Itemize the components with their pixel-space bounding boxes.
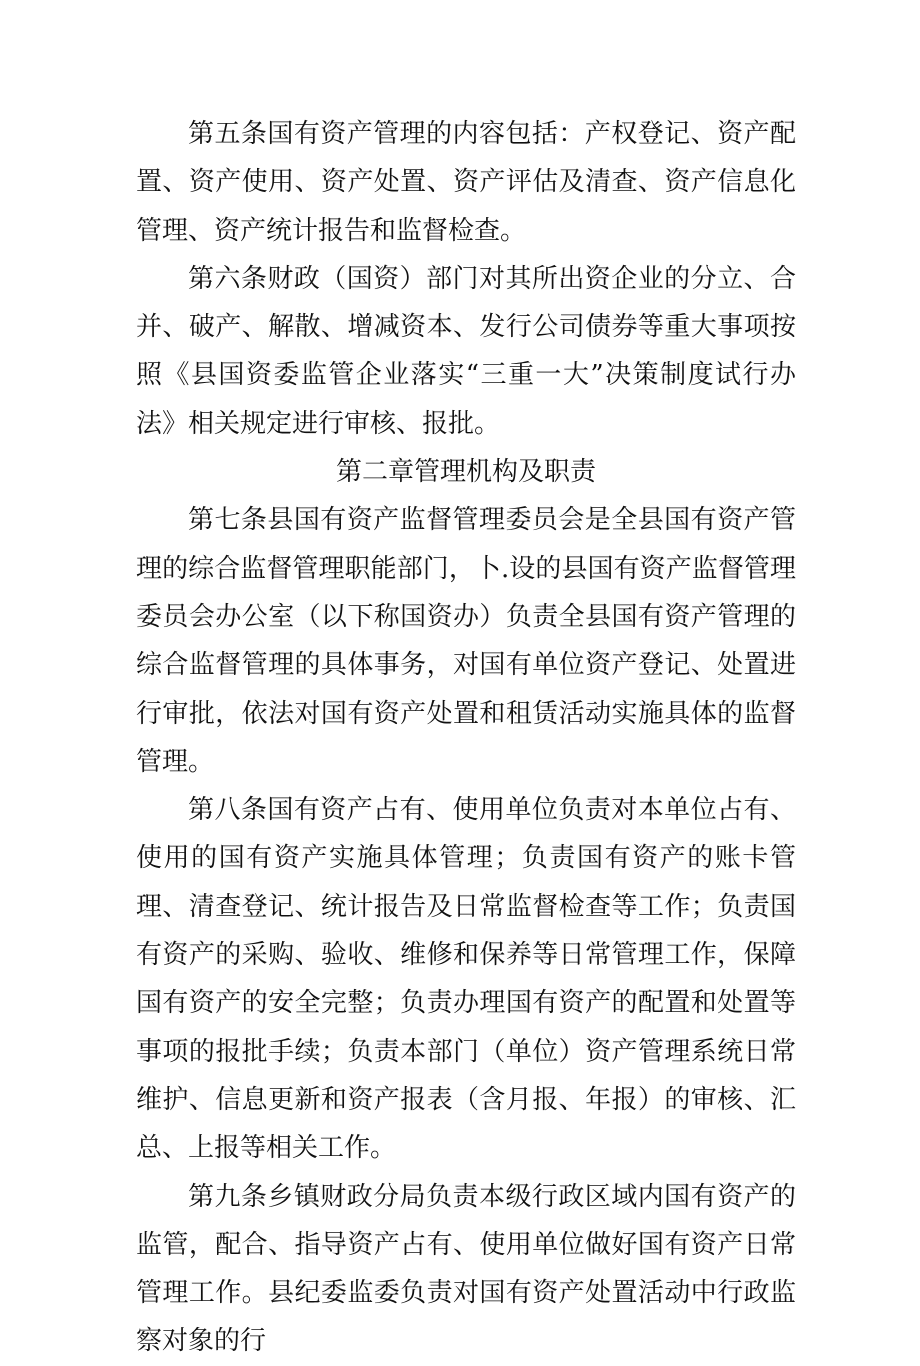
document-body <box>136 110 796 1366</box>
chapter-2-heading: 第二章管理机构及职责 <box>335 457 596 488</box>
article-6-paragraph: 第六条财政（国资）部门对其所出资企业的分立、合并、破产、解散、增减资本、发行公司债券等重大事项按照《县国资委监管企业落实“三重一大”决策制度试行办法》相关规定进行审核、报批。 <box>136 263 796 439</box>
article-7-paragraph: 第七条县国有资产监督管理委员会是全县国有资产管理的综合监督管理职能部门，卜.设的县国有资产监督管理委员会办公室（以下称国资办）负责全县国有资产管理的综合监督管理的具体事务，对国有单位资产登记、处置进行审批，依法对国有资产处置和租赁活动实施具体的监督管理。 <box>136 505 796 777</box>
article-5-paragraph: 第五条国有资产管理的内容包括：产权登记、资产配置、资产使用、资产处置、资产评估及清查、资产信息化管理、资产统计报告和监督检查。 <box>136 119 796 246</box>
article-8-paragraph: 第八条国有资产占有、使用单位负责对本单位占有、使用的国有资产实施具体管理；负责国有资产的账卡管理、清查登记、统计报告及日常监督检查等工作；负责国有资产的采购、验收、维修和保养等日常管理工作，保障国有资产的安全完整；负责办理国有资产的配置和处置等事项的报批手续；负责本部门（单位）资产管理系统日常维护、信息更新和资产报表（含月报、年报）的审核、汇总、上报等相关工作。 <box>136 795 796 1164</box>
article-9-paragraph: 第九条乡镇财政分局负责本级行政区域内国有资产的监管，配合、指导资产占有、使用单位做好国有资产日常管理工作。县纪委监委负责对国有资产处置活动中行政监察对象的行 <box>136 1181 796 1357</box>
